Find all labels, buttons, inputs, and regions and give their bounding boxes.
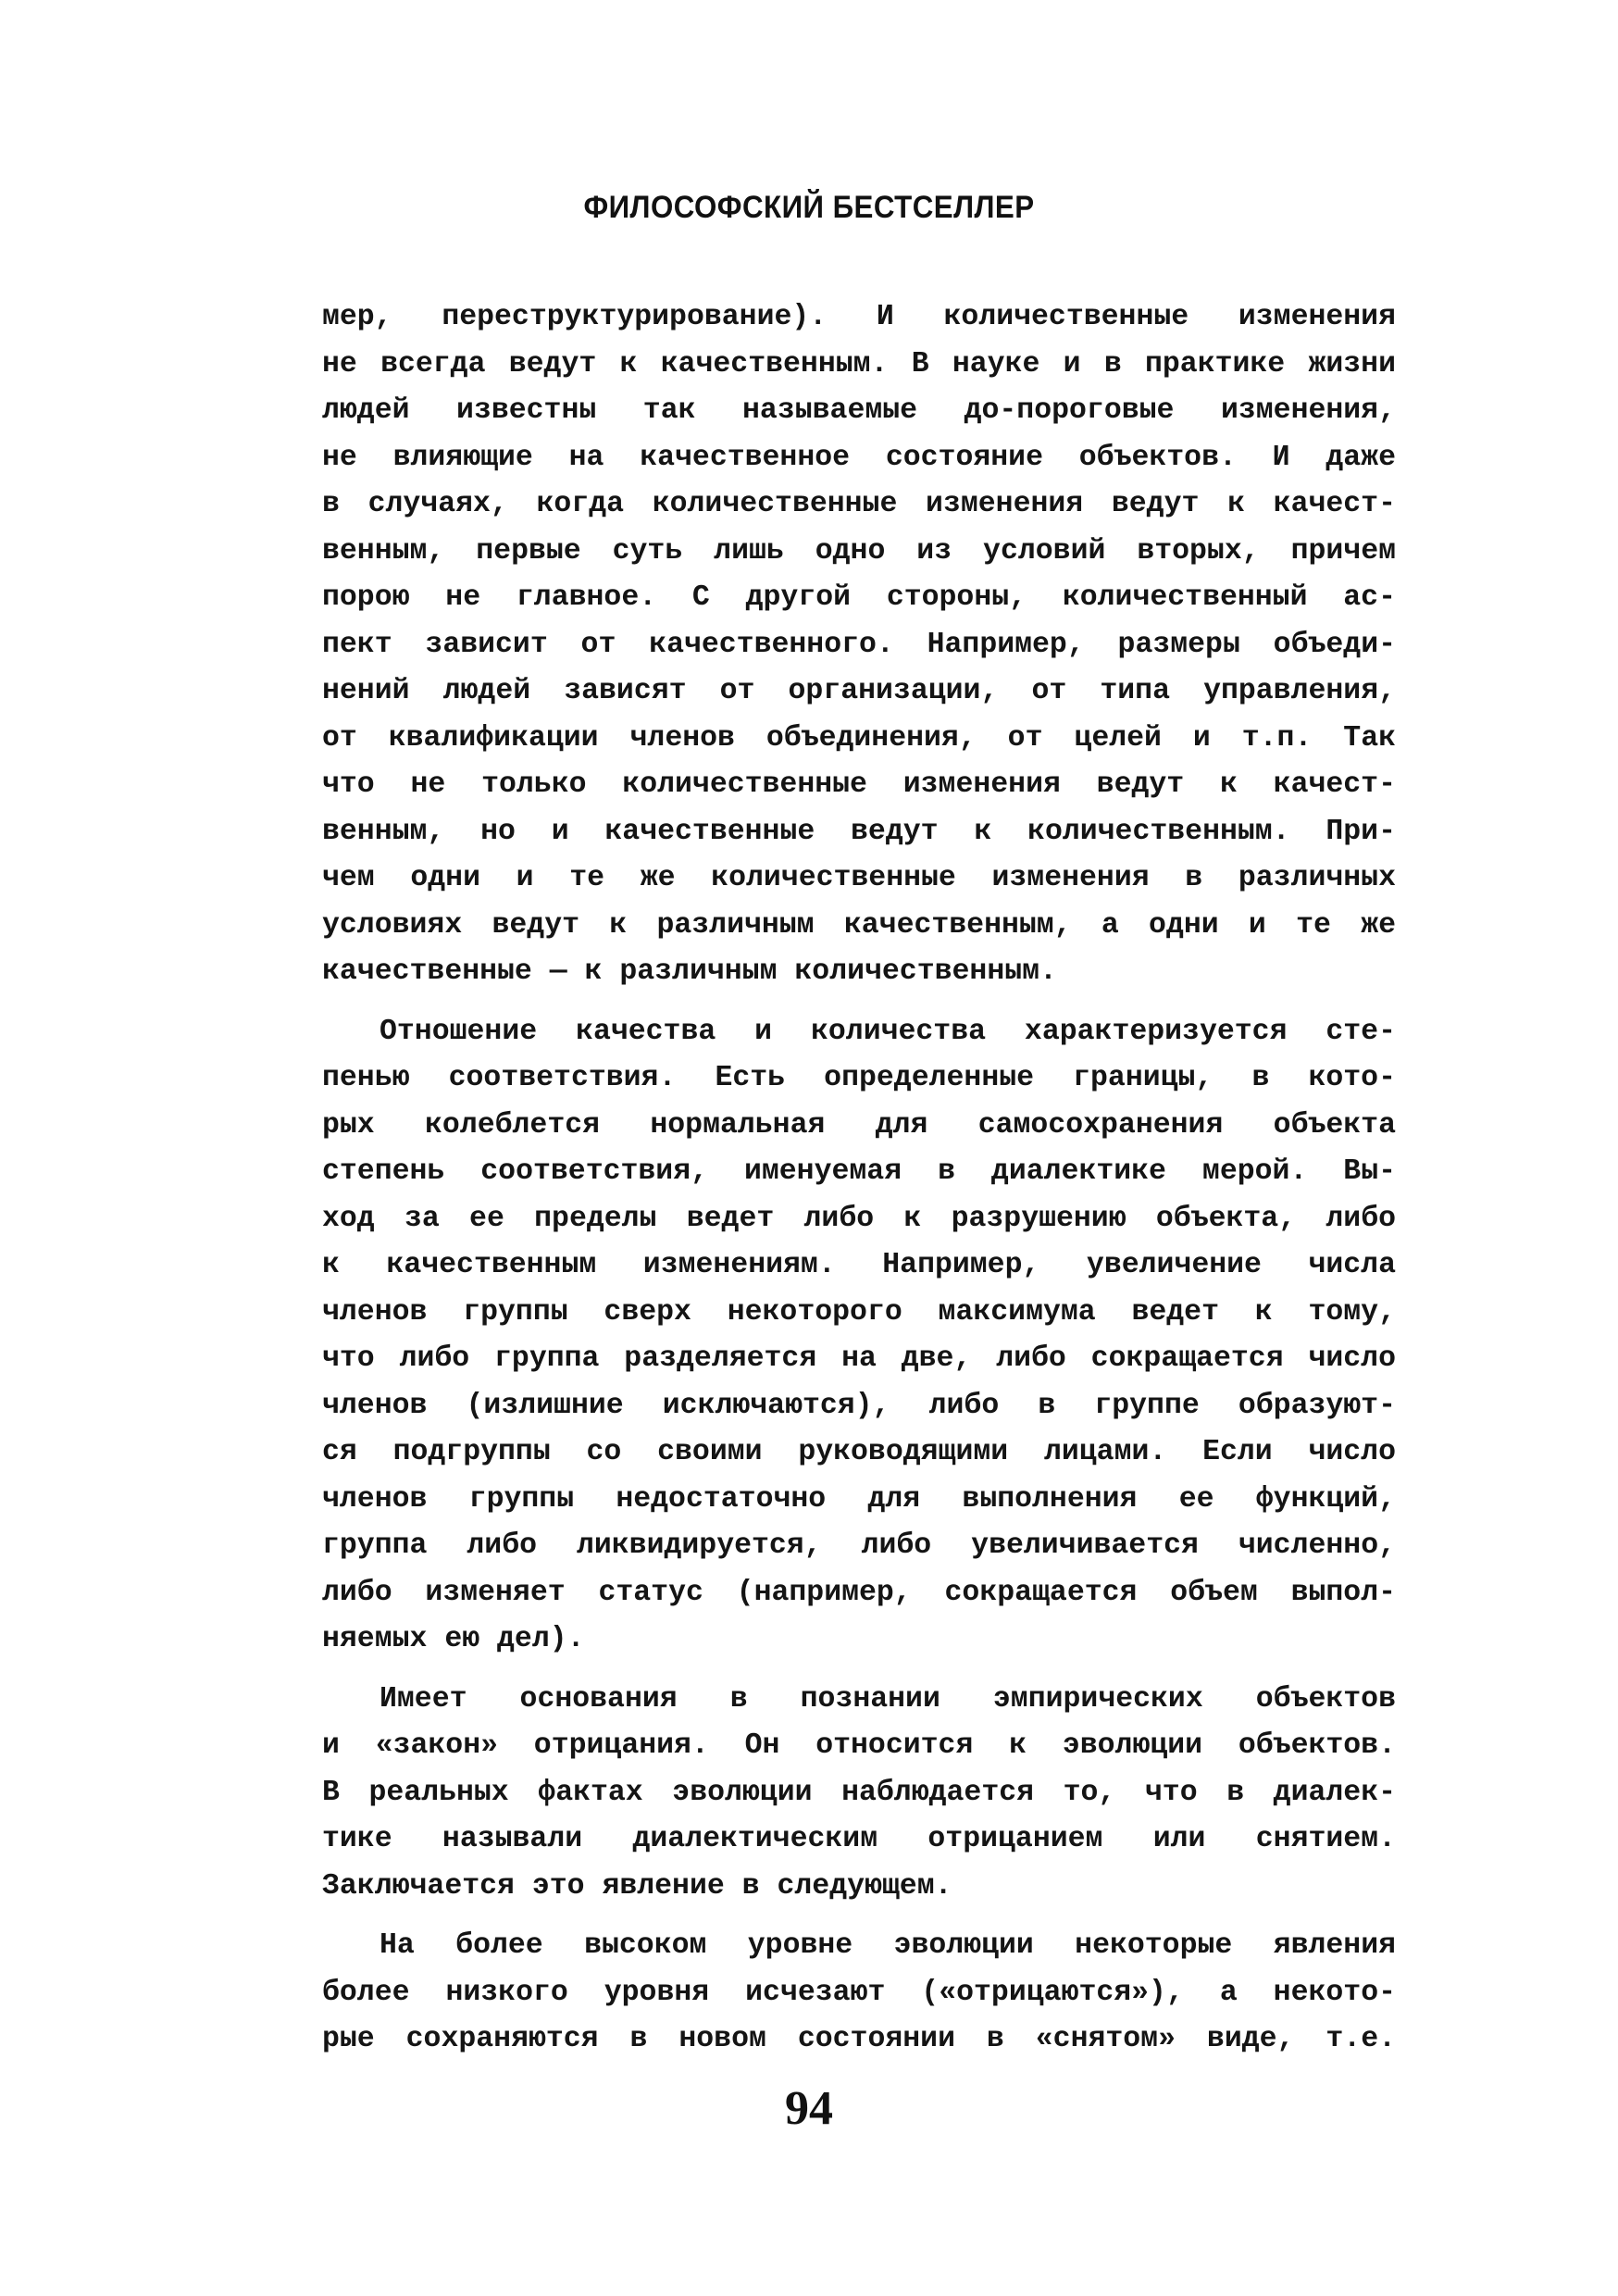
- text-line: нений людей зависят от организации, от типа управления,: [322, 675, 1396, 707]
- text-line: что не только количественные изменения ведут к качест-: [322, 768, 1396, 801]
- text-line: венным, но и качественные ведут к количественным. При-: [322, 815, 1396, 848]
- paragraph-2: [322, 1009, 1396, 1664]
- text-line: более низкого уровня исчезают («отрицаются»), а некото-: [322, 1976, 1396, 2009]
- text-line: что либо группа разделяется на две, либо сокращается число: [322, 1342, 1396, 1375]
- text-line: Имеет основания в познании эмпирических объектов: [380, 1682, 1396, 1716]
- text-line: ход за ее пределы ведет либо к разрушению объекта, либо: [322, 1202, 1396, 1235]
- text-line: качественные — к различным количественным.: [322, 955, 1057, 988]
- text-line: пект зависит от качественного. Например, размеры объеди-: [322, 628, 1396, 661]
- page-number: 94: [785, 2082, 833, 2135]
- text-line: ся подгруппы со своими руководящими лицами. Если число: [322, 1436, 1396, 1468]
- paragraph-3: [322, 1677, 1396, 1911]
- text-line: В реальных фактах эволюции наблюдается то, что в диалек-: [322, 1776, 1396, 1809]
- text-line: либо изменяет статус (например, сокращается объем выпол-: [322, 1576, 1396, 1609]
- text-line: няемых ею дел).: [322, 1623, 585, 1655]
- text-line: Заключается это явление в следующем.: [322, 1869, 952, 1903]
- text-line: членов (излишние исключаются), либо в группе образуют-: [322, 1389, 1396, 1422]
- text-line: рые сохраняются в новом состоянии в «снятом» виде, т.е.: [322, 2023, 1396, 2055]
- text-line: не влияющие на качественное состояние объектов. И даже: [322, 441, 1396, 474]
- text-line: членов группы сверх некоторого максимума ведет к тому,: [322, 1295, 1396, 1329]
- text-line: не всегда ведут к качественным. В науке и в практике жизни: [322, 347, 1396, 381]
- text-line: группа либо ликвидируется, либо увеличивается численно,: [322, 1529, 1396, 1562]
- text-line: мер, переструктурирование). И количественные изменения: [322, 301, 1396, 333]
- body-text: [322, 294, 1396, 2077]
- text-line: к качественным изменениям. Например, увеличение числа: [322, 1249, 1396, 1281]
- text-line: людей известны так называемые до-пороговые изменения,: [322, 394, 1396, 427]
- text-line: чем одни и те же количественные изменения в различных: [322, 862, 1396, 894]
- text-line: На более высоком уровне эволюции некоторые явления: [380, 1929, 1396, 1962]
- text-line: порою не главное. С другой стороны, количественный ас-: [322, 581, 1396, 614]
- text-line: степень соответствия, именуемая в диалектике мерой. Вы-: [322, 1155, 1396, 1188]
- paragraph-4: [322, 1923, 1396, 2064]
- paragraph-1: [322, 294, 1396, 996]
- text-line: венным, первые суть лишь одно из условий вторых, причем: [322, 534, 1396, 568]
- text-line: условиях ведут к различным качественным, а одни и те же: [322, 908, 1396, 942]
- text-line: рых колеблется нормальная для самосохранения объекта: [322, 1108, 1396, 1142]
- text-line: в случаях, когда количественные изменения ведут к качест-: [322, 488, 1396, 520]
- text-line: и «закон» отрицания. Он относится к эволюции объектов.: [322, 1729, 1396, 1762]
- text-line: тике называли диалектическим отрицанием или снятием.: [322, 1823, 1396, 1855]
- text-line: Отношение качества и количества характеризуется сте-: [380, 1015, 1396, 1048]
- text-line: от квалификации членов объединения, от целей и т.п. Так: [322, 721, 1396, 755]
- text-line: пенью соответствия. Есть определенные границы, в кото-: [322, 1062, 1396, 1094]
- running-head-title: ФИЛОСОФСКИЙ БЕСТСЕЛЛЕР: [583, 190, 1035, 225]
- text-line: членов группы недостаточно для выполнения ее функций,: [322, 1482, 1396, 1516]
